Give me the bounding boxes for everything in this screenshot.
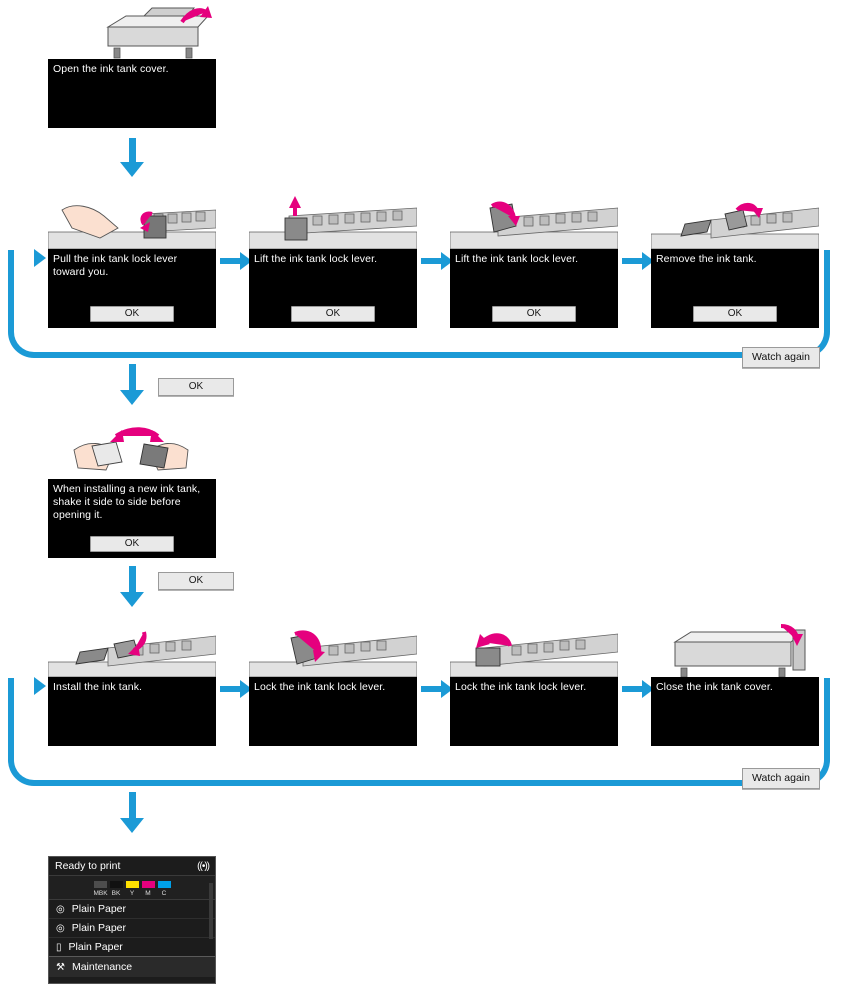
pull-lever-graphic [48, 192, 216, 249]
illustration-lift-lever-2 [450, 192, 618, 249]
lift-lever-graphic-1 [249, 192, 417, 249]
loop-remove-sequence [8, 250, 830, 358]
illustration-open-cover [48, 2, 216, 59]
loop-install-sequence [8, 678, 830, 786]
caption-remove-tank: Remove the ink tank. [656, 253, 757, 265]
ink-label-mbk: MBK [93, 890, 108, 897]
caption-lift-lever-1: Lift the ink tank lock lever. [254, 253, 378, 265]
roll-paper-icon: ◎ [56, 903, 65, 915]
illustration-close-cover [651, 620, 819, 677]
ink-bar-m [142, 881, 155, 888]
ok-button-1[interactable]: OK [90, 306, 174, 322]
roll-paper-icon: ◎ [56, 922, 65, 934]
caption-lift-lever-2: Lift the ink tank lock lever. [455, 253, 579, 265]
ok-button-wrap-5 [48, 536, 216, 552]
maintenance-icon: ⚒ [56, 961, 65, 973]
shake-tank-graphic [48, 422, 216, 479]
caption-pull-lever: Pull the ink tank lock lever toward you. [53, 253, 178, 278]
ok-button-2[interactable]: OK [291, 306, 375, 322]
ink-label-c: C [161, 890, 167, 897]
ink-bar-mbk [94, 881, 107, 888]
caption-install-tank: Install the ink tank. [53, 681, 143, 693]
ink-labels [49, 890, 215, 897]
illustration-remove-tank [651, 192, 819, 249]
illustration-lift-lever-1 [249, 192, 417, 249]
illustration-shake-tank [48, 422, 216, 479]
wifi-icon: ((•)) [197, 860, 209, 872]
caption-close-cover: Close the ink tank cover. [656, 681, 773, 693]
watch-again-badge-1[interactable]: Watch again [742, 347, 820, 368]
caption-open-cover: Open the ink tank cover. [53, 63, 169, 75]
printer-status-screen [48, 856, 216, 984]
install-tank-graphic [48, 620, 216, 677]
status-scrollbar[interactable] [209, 883, 213, 939]
ok-badge-after-remove[interactable]: OK [158, 378, 234, 396]
paper-row-3[interactable] [49, 938, 215, 956]
illustration-lock-lever-2 [450, 620, 618, 677]
cut-sheet-icon: ▯ [56, 941, 62, 953]
maintenance-row[interactable] [49, 956, 215, 977]
lock-lever-graphic-2 [450, 620, 618, 677]
illustration-lock-lever-1 [249, 620, 417, 677]
close-cover-graphic [651, 620, 819, 677]
panel-open-cover [48, 2, 216, 128]
ok-button-3[interactable]: OK [492, 306, 576, 322]
maintenance-label: Maintenance [71, 961, 133, 973]
ink-bar-c [158, 881, 171, 888]
status-title: Ready to print [55, 860, 121, 872]
ink-label-m: M [145, 890, 151, 897]
ink-bar-y [126, 881, 139, 888]
caption-lock-lever-1: Lock the ink tank lock lever. [254, 681, 386, 693]
illustration-pull-lever [48, 192, 216, 249]
ink-label-y: Y [129, 890, 135, 897]
ink-label-bk: BK [111, 890, 121, 897]
paper-row-3-label: Plain Paper [68, 941, 123, 953]
ok-button-5[interactable]: OK [90, 536, 174, 552]
ink-bars [49, 881, 215, 888]
ok-badge-after-shake[interactable]: OK [158, 572, 234, 590]
paper-row-1-label: Plain Paper [71, 903, 127, 915]
illustration-install-tank [48, 620, 216, 677]
lift-lever-graphic-2 [450, 192, 618, 249]
caption-shake-tank: When installing a new ink tank, shake it side to side before opening it. [53, 483, 201, 521]
caption-lock-lever-2: Lock the ink tank lock lever. [455, 681, 587, 693]
paper-row-1[interactable] [49, 900, 215, 919]
watch-again-badge-2[interactable]: Watch again [742, 768, 820, 789]
printer-open-cover-graphic [48, 2, 216, 59]
ink-bar-bk [110, 881, 123, 888]
status-title-bar [49, 857, 215, 876]
ok-button-4[interactable]: OK [693, 306, 777, 322]
ink-level-area[interactable] [49, 876, 215, 900]
paper-row-2-label: Plain Paper [71, 922, 127, 934]
panel-shake-tank [48, 422, 216, 558]
remove-tank-graphic [651, 192, 819, 249]
paper-row-2[interactable] [49, 919, 215, 938]
lock-lever-graphic-1 [249, 620, 417, 677]
